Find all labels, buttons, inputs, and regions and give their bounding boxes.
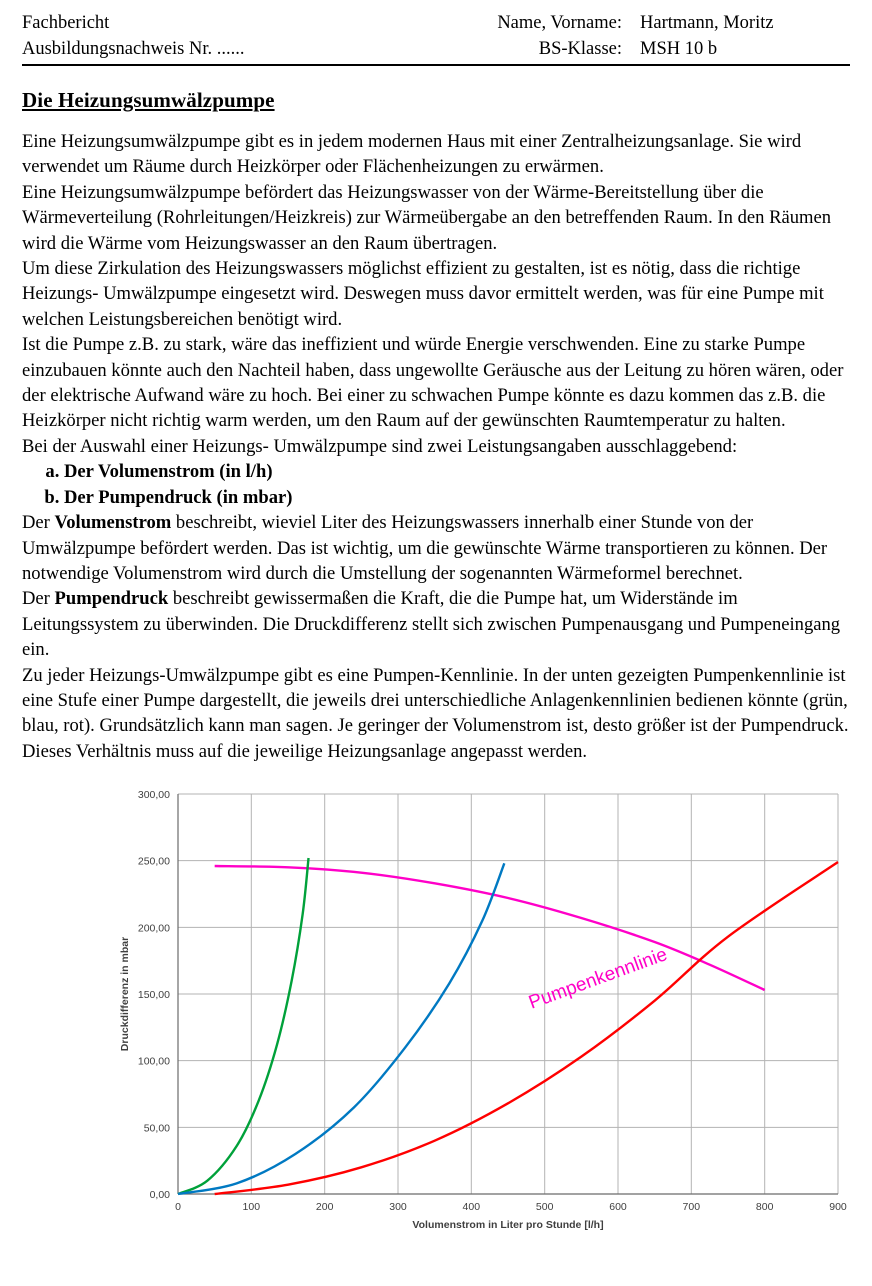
pump-curve-chart xyxy=(0,782,872,1252)
header-record-number: Ausbildungsnachweis Nr. ...... xyxy=(22,39,245,59)
x-tick-label: 500 xyxy=(535,1201,554,1214)
header-class-value: MSH 10 b xyxy=(640,39,718,59)
x-tick-label: 600 xyxy=(609,1201,627,1214)
paragraph-lead: Der xyxy=(22,512,55,534)
y-tick-label: 200,00 xyxy=(137,922,170,935)
document-body xyxy=(22,129,850,764)
y-tick-label: 250,00 xyxy=(137,855,170,868)
x-axis-title: Volumenstrom in Liter pro Stunde [l/h] xyxy=(412,1219,604,1232)
x-tick-label: 300 xyxy=(389,1201,407,1214)
y-axis-title: Druckdifferenz in mbar xyxy=(119,936,131,1052)
header-class-label: BS-Klasse: xyxy=(538,39,622,59)
paragraph-pumpendruck xyxy=(22,586,850,662)
term-volumenstrom: Volumenstrom xyxy=(54,512,172,534)
paragraph-volumenstrom xyxy=(22,510,850,586)
list-item: b. Der Pumpendruck (in mbar) xyxy=(64,485,850,510)
y-tick-labels xyxy=(138,789,170,1201)
header-row-2 xyxy=(22,36,850,62)
y-tick-label: 0,00 xyxy=(149,1189,170,1202)
paragraph-4: Ist die Pumpe z.B. zu stark, wäre das ineffizient und würde Energie verschwenden. Eine zu starke Pumpe einzubauen könnte auch den Nachteil haben, dass ungewollte Geräusche aus der Leitung zu hören wären, oder der elektrische Aufwand wäre zu hoch. Bei einer zu schwachen Pumpe könnte es dazu kommen das z.B. die Heizkörper nicht richtig warm werden, um den Raum auf der gewünschten Raumtemperatur zu halten. xyxy=(22,334,844,432)
x-tick-label: 700 xyxy=(682,1201,701,1214)
y-tick-label: 150,00 xyxy=(137,989,170,1002)
page-title: Die Heizungsumwälzpumpe xyxy=(22,88,275,112)
y-tick-label: 100,00 xyxy=(137,1055,170,1068)
chart-annotation-pumpenkennlinie: Pumpenkennlinie xyxy=(526,944,671,1014)
x-tick-label: 900 xyxy=(829,1201,847,1214)
paragraph-kennlinie: Zu jeder Heizungs-Umwälzpumpe gibt es eine Pumpen-Kennlinie. In der unten gezeigten Pumpenkennlinie ist eine Stufe einer Pumpe dargestellt, die jeweils drei unterschiedliche Anlagenkennlinien bedienen könnte (grün, blau, rot). Grundsätzlich kann man sagen. Je geringer der Volumenstrom ist, desto größer ist der Pumpendruck. Dieses Verhältnis muss auf die jeweilige Heizungsanlage angepasst werden. xyxy=(22,664,849,762)
paragraph-3: Um diese Zirkulation des Heizungswassers möglichst effizient zu gestalten, ist es nötig, dass die richtige Heizungs- Umwälzpumpe eingesetzt wird. Deswegen muss davor ermittelt werden, was für eine Pumpe mit welchen Leistungsbereichen benötigt wird. xyxy=(22,258,824,330)
paragraph-rest: beschreibt, wieviel Liter des Heizungswassers innerhalb einer Stunde von der Umwälzpumpe befördert werden. Das ist wichtig, um die gewünschte Wärme transportieren zu können. Der notwendige Volumenstrom wird durch die Umstellung der sogenannten Wärmeformel berechnet. xyxy=(22,512,828,584)
x-tick-label: 400 xyxy=(462,1201,481,1214)
y-tick-label: 300,00 xyxy=(137,789,170,802)
document-header xyxy=(22,10,850,66)
paragraph-lead: Der xyxy=(22,588,55,610)
term-pumpendruck: Pumpendruck xyxy=(54,588,169,610)
header-name-value: Hartmann, Moritz xyxy=(640,13,774,33)
x-tick-label: 800 xyxy=(755,1201,774,1214)
x-tick-labels xyxy=(175,1201,847,1213)
performance-list xyxy=(22,459,850,510)
paragraph-rest: beschreibt gewissermaßen die Kraft, die die Pumpe hat, um Widerstände im Leitungssystem zu überwinden. Die Druckdifferenz stellt sich zwischen Pumpenausgang und Pumpeneingang ein. xyxy=(22,588,841,661)
paragraph-5: Bei der Auswahl einer Heizungs- Umwälzpumpe sind zwei Leistungsangaben ausschlaggebend: xyxy=(22,435,738,457)
header-name-label: Name, Vorname: xyxy=(497,13,622,33)
x-tick-label: 100 xyxy=(242,1201,261,1214)
document-page xyxy=(0,10,872,1286)
header-row-1 xyxy=(22,10,850,36)
paragraph-1: Eine Heizungsumwälzpumpe gibt es in jedem modernen Haus mit einer Zentralheizungsanlage. Sie wird verwendet um Räume durch Heizkörper oder Flächenheizungen zu erwärmen. xyxy=(22,131,802,178)
x-tick-label: 200 xyxy=(315,1201,334,1214)
y-tick-label: 50,00 xyxy=(143,1122,170,1135)
x-tick-label: 0 xyxy=(175,1201,181,1214)
list-item: a. Der Volumenstrom (in l/h) xyxy=(64,459,850,484)
header-report-type: Fachbericht xyxy=(22,13,110,33)
chart-svg xyxy=(0,782,872,1252)
paragraph-2: Eine Heizungsumwälzpumpe befördert das Heizungswasser von der Wärme-Bereitstellung über die Wärmeverteilung (Rohrleitungen/Heizkreis) zur Wärmeübergabe an den betreffenden Raum. In den Räumen wird die Wärme vom Heizungswasser an den Raum übertragen. xyxy=(22,181,832,254)
